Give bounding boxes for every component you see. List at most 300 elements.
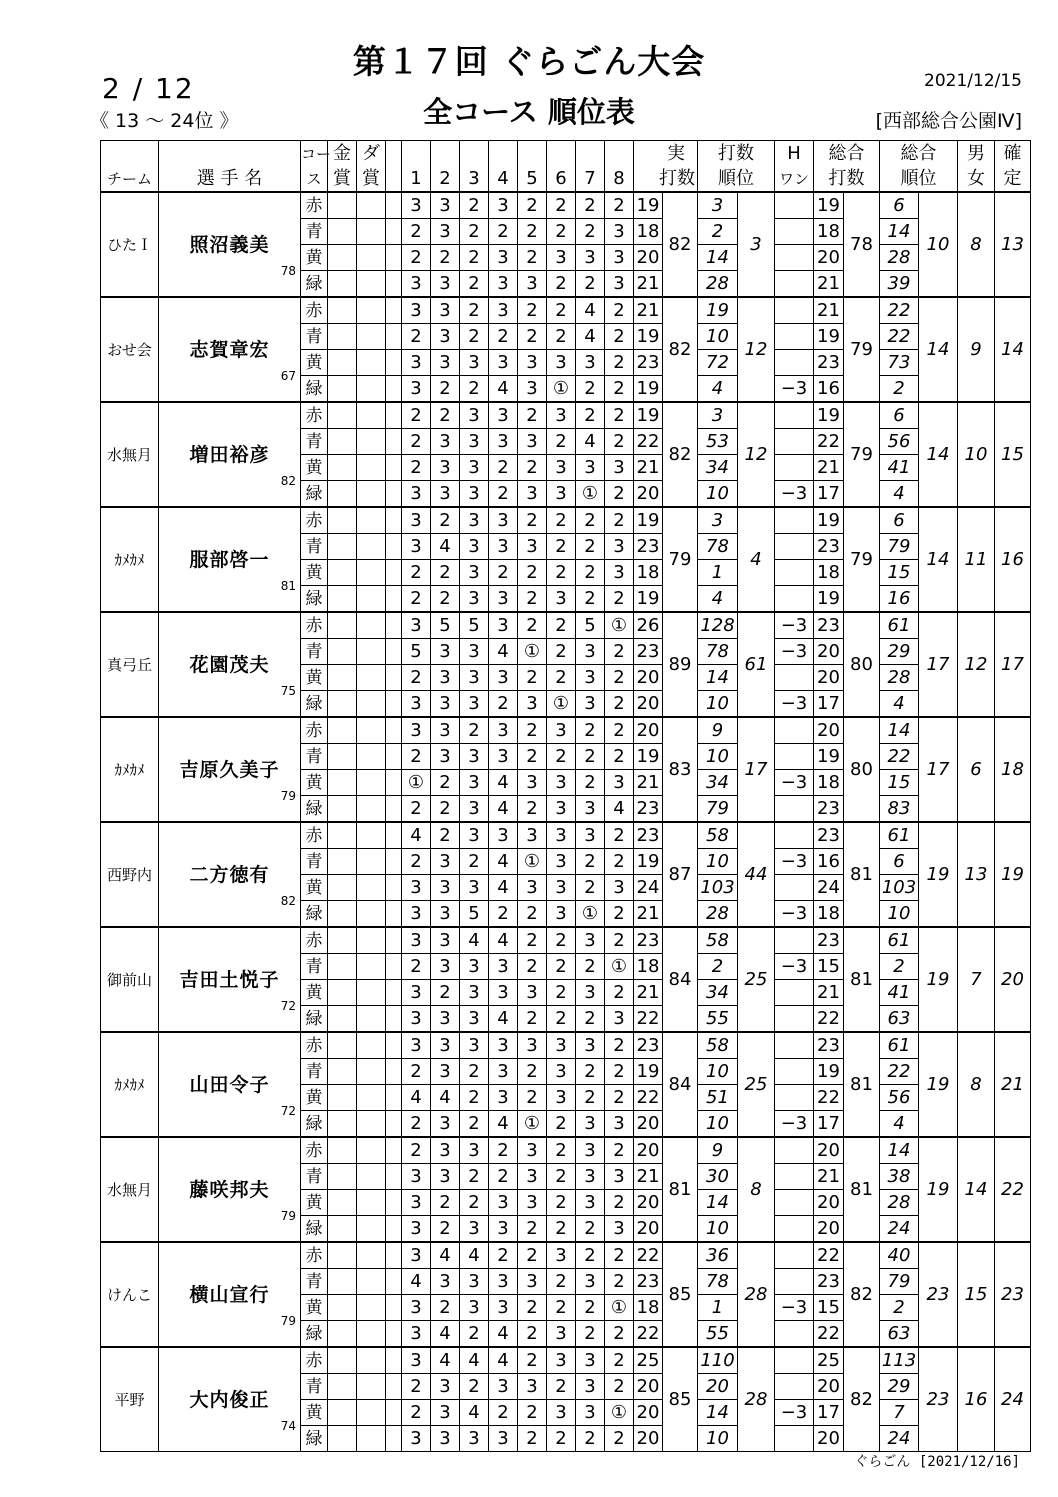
- hole-value: 3: [584, 692, 596, 714]
- hole-value: 2: [584, 1296, 596, 1318]
- gold-prize: [328, 271, 357, 298]
- hole-value: 2: [410, 456, 422, 478]
- hole-score: [576, 1295, 605, 1321]
- hole-score: [518, 534, 547, 560]
- hole-value: 3: [410, 1296, 422, 1318]
- hole-value: 3: [468, 456, 480, 478]
- hole-value: 2: [410, 955, 422, 977]
- team-name: 水無月: [101, 402, 159, 507]
- hole-in-one-bonus: [775, 927, 814, 954]
- course-score: 23: [634, 796, 663, 823]
- final-rank: 18: [995, 717, 1031, 822]
- course-name: 緑: [301, 481, 328, 508]
- hole-score: [518, 1400, 547, 1426]
- course-rank: 10: [698, 849, 738, 875]
- hole-score: [547, 586, 576, 613]
- course-total-rank: 29: [880, 1374, 919, 1400]
- hole-value: 5: [584, 614, 596, 636]
- course-name: 赤: [301, 1032, 328, 1059]
- hole-value: 2: [555, 1112, 567, 1134]
- hole-score: [489, 1216, 518, 1243]
- hole-value: 3: [555, 1322, 567, 1344]
- hole-value: 2: [439, 1191, 451, 1213]
- hole-value: 2: [584, 587, 596, 609]
- gold-prize: [328, 1400, 357, 1426]
- course-rank: 128: [698, 612, 738, 639]
- course-rank: 10: [698, 1111, 738, 1138]
- course-total: 19: [814, 192, 844, 219]
- da-prize: [357, 586, 386, 613]
- spacer-cell: [386, 1164, 402, 1190]
- hole-score: [576, 612, 605, 639]
- hole-score: [605, 822, 634, 849]
- hole-score: [431, 822, 460, 849]
- hole-score: [460, 534, 489, 560]
- course-rank: 1: [698, 1295, 738, 1321]
- da-prize: [357, 245, 386, 271]
- hole-score: [460, 639, 489, 665]
- hole-score: [489, 1190, 518, 1216]
- gold-prize: [328, 1242, 357, 1269]
- course-name: 緑: [301, 1426, 328, 1452]
- hole-value: 2: [555, 509, 567, 531]
- actual-strokes: 79: [663, 507, 698, 612]
- hole-in-one-bonus: [775, 1164, 814, 1190]
- hole-score: [402, 1137, 431, 1164]
- course-total: 23: [814, 534, 844, 560]
- hole-value: 2: [439, 797, 451, 819]
- hole-score: [460, 1347, 489, 1374]
- gold-prize: [328, 1295, 357, 1321]
- hole-score: [547, 481, 576, 508]
- hole-score: [605, 376, 634, 403]
- hole-score: [605, 350, 634, 376]
- spacer-cell: [386, 849, 402, 875]
- course-total-rank: 56: [880, 429, 919, 455]
- hole-value: 2: [468, 719, 480, 741]
- course-name: 青: [301, 954, 328, 980]
- hole-value: 3: [526, 824, 538, 846]
- hole-in-one-bonus: [775, 560, 814, 586]
- hole-value: 2: [555, 745, 567, 767]
- hole-value: 3: [410, 1217, 422, 1239]
- hole-score: [576, 271, 605, 298]
- course-rank: 58: [698, 927, 738, 954]
- hole-score: [576, 665, 605, 691]
- player-name-cell: [159, 717, 301, 822]
- gold-prize: [328, 245, 357, 271]
- hole-score: [547, 1216, 576, 1243]
- course-score: 20: [634, 1190, 663, 1216]
- hole-value: 2: [468, 1165, 480, 1187]
- hole-score: [402, 1216, 431, 1243]
- hole-value: 4: [439, 1086, 451, 1108]
- hole-value: 2: [613, 1244, 625, 1266]
- hole-value: 2: [555, 194, 567, 216]
- hole-score: [518, 481, 547, 508]
- hole-value: 2: [410, 666, 422, 688]
- final-rank: 22: [995, 1137, 1031, 1242]
- hole-score: [489, 1242, 518, 1269]
- course-total-rank: 22: [880, 1059, 919, 1085]
- hole-score: [605, 1295, 634, 1321]
- hole-score: [518, 1269, 547, 1295]
- hole-value: 2: [526, 456, 538, 478]
- da-prize: [357, 350, 386, 376]
- hole-score: [489, 219, 518, 245]
- hole-score: [402, 796, 431, 823]
- course-total: 25: [814, 1347, 844, 1374]
- hole-score: [605, 1006, 634, 1033]
- gender-rank: 6: [958, 717, 995, 822]
- hole-score: [547, 954, 576, 980]
- actual-strokes: 85: [663, 1242, 698, 1347]
- hole-value: 2: [526, 220, 538, 242]
- player-handicap: 75: [280, 684, 296, 698]
- da-prize: [357, 1006, 386, 1033]
- gold-prize: [328, 1216, 357, 1243]
- da-prize: [357, 1400, 386, 1426]
- hole-score: [605, 744, 634, 770]
- hole-score: [605, 1164, 634, 1190]
- hole-value: 2: [410, 587, 422, 609]
- course-rank: 53: [698, 429, 738, 455]
- spacer-cell: [386, 744, 402, 770]
- course-rank: 19: [698, 297, 738, 324]
- hole-score: [605, 1269, 634, 1295]
- player-handicap: 67: [280, 369, 296, 383]
- course-total-rank: 79: [880, 1269, 919, 1295]
- player-name-cell: [159, 927, 301, 1032]
- gender-rank: 14: [958, 1137, 995, 1242]
- hole-value: 2: [497, 456, 509, 478]
- course-name: 緑: [301, 271, 328, 298]
- hole-score: [460, 1164, 489, 1190]
- hole-score: [605, 219, 634, 245]
- hole-score: [518, 639, 547, 665]
- course-total-rank: 113: [880, 1347, 919, 1374]
- final-rank: 17: [995, 612, 1031, 717]
- hole-value: 3: [584, 1349, 596, 1371]
- hole-value: 2: [468, 1375, 480, 1397]
- hole-value: 2: [613, 692, 625, 714]
- hole-value: 3: [468, 771, 480, 793]
- spacer-cell: [386, 770, 402, 796]
- hole-score: [460, 1374, 489, 1400]
- hole-value: 3: [468, 797, 480, 819]
- course-total: 20: [814, 1216, 844, 1243]
- hole-score: [460, 1190, 489, 1216]
- hole-value: 2: [410, 561, 422, 583]
- hole-value: 4: [497, 797, 509, 819]
- hole-value: 2: [613, 377, 625, 399]
- hole-value: 4: [497, 876, 509, 898]
- hole-value: 3: [584, 981, 596, 1003]
- da-prize: [357, 665, 386, 691]
- hole-value: 2: [526, 194, 538, 216]
- actual-strokes: 82: [663, 192, 698, 297]
- hole-score: [576, 1137, 605, 1164]
- player-name: 大内俊正: [189, 1388, 270, 1411]
- course-rank: 4: [698, 586, 738, 613]
- hole-value: 3: [497, 955, 509, 977]
- hole-value: 3: [613, 272, 625, 294]
- course-score: 21: [634, 770, 663, 796]
- hole-value: 3: [439, 1034, 451, 1056]
- hole-score: [431, 639, 460, 665]
- hole-score: [431, 1374, 460, 1400]
- hole-in-one-mark: ①: [581, 902, 599, 924]
- hole-value: 2: [584, 404, 596, 426]
- course-total: 23: [814, 350, 844, 376]
- da-prize: [357, 796, 386, 823]
- player-name-cell: [159, 1137, 301, 1242]
- hole-value: 3: [584, 797, 596, 819]
- hole-value: 2: [497, 902, 509, 924]
- hole-value: 2: [497, 1244, 509, 1266]
- hole-score: [547, 297, 576, 324]
- col-hio-top: H: [775, 141, 814, 167]
- hole-value: 3: [584, 1191, 596, 1213]
- hole-value: 2: [439, 377, 451, 399]
- gender-rank: 10: [958, 402, 995, 507]
- total-strokes: 81: [844, 927, 880, 1032]
- hole-score: [547, 980, 576, 1006]
- course-rank: 20: [698, 1374, 738, 1400]
- hole-value: 3: [468, 1296, 480, 1318]
- hole-score: [547, 1242, 576, 1269]
- hole-score: [576, 586, 605, 613]
- gold-prize: [328, 901, 357, 928]
- course-score: 21: [634, 271, 663, 298]
- hole-score: [547, 612, 576, 639]
- hole-score: [518, 507, 547, 534]
- hole-score: [605, 1137, 634, 1164]
- course-rank: 58: [698, 822, 738, 849]
- col-hole: 7: [576, 141, 605, 193]
- total-rank: 19: [919, 927, 958, 1032]
- hole-value: 2: [497, 1165, 509, 1187]
- hole-value: 3: [410, 1034, 422, 1056]
- da-prize: [357, 219, 386, 245]
- hole-value: 3: [497, 1270, 509, 1292]
- hole-value: 3: [468, 1034, 480, 1056]
- player-handicap: 79: [280, 1209, 296, 1223]
- hole-value: 3: [439, 1165, 451, 1187]
- course-total-rank: 28: [880, 245, 919, 271]
- hole-value: 3: [468, 1139, 480, 1161]
- player-name: 志賀章宏: [189, 338, 270, 361]
- hole-value: 3: [410, 351, 422, 373]
- hole-score: [547, 1347, 576, 1374]
- hole-score: [576, 770, 605, 796]
- spacer-cell: [386, 717, 402, 744]
- course-total-rank: 22: [880, 297, 919, 324]
- hole-score: [547, 402, 576, 429]
- hole-value: 3: [497, 1086, 509, 1108]
- spacer-cell: [386, 1242, 402, 1269]
- hole-in-one-mark: ①: [610, 1401, 628, 1423]
- hole-score: [431, 429, 460, 455]
- hole-value: 3: [555, 1060, 567, 1082]
- hole-value: 2: [468, 220, 480, 242]
- hole-value: 2: [439, 246, 451, 268]
- hole-value: 2: [613, 194, 625, 216]
- strokes-rank: 44: [738, 822, 775, 927]
- hole-score: [489, 1164, 518, 1190]
- gold-prize: [328, 665, 357, 691]
- hole-score: [518, 1426, 547, 1452]
- gender-rank: 7: [958, 927, 995, 1032]
- spacer-cell: [386, 219, 402, 245]
- hole-score: [489, 770, 518, 796]
- hole-score: [518, 219, 547, 245]
- hole-value: 3: [410, 614, 422, 636]
- course-name: 赤: [301, 402, 328, 429]
- hole-value: 3: [468, 351, 480, 373]
- gold-prize: [328, 219, 357, 245]
- gold-prize: [328, 507, 357, 534]
- hole-value: 2: [468, 1322, 480, 1344]
- hole-score: [402, 770, 431, 796]
- hole-value: 3: [526, 771, 538, 793]
- hole-value: 2: [555, 1191, 567, 1213]
- hole-in-one-bonus: −3: [775, 639, 814, 665]
- hole-score: [402, 1269, 431, 1295]
- course-score: 20: [634, 1374, 663, 1400]
- hole-score: [547, 245, 576, 271]
- course-total-rank: 15: [880, 560, 919, 586]
- hole-value: 3: [439, 955, 451, 977]
- hole-score: [431, 1426, 460, 1452]
- course-total: 21: [814, 980, 844, 1006]
- hole-score: [460, 1242, 489, 1269]
- course-name: 赤: [301, 297, 328, 324]
- player-name: 吉田土悦子: [179, 968, 280, 991]
- course-score: 20: [634, 1400, 663, 1426]
- hole-score: [518, 796, 547, 823]
- hole-value: 3: [468, 404, 480, 426]
- course-name: 赤: [301, 1242, 328, 1269]
- hole-score: [576, 980, 605, 1006]
- hole-score: [576, 297, 605, 324]
- course-rank: 34: [698, 455, 738, 481]
- course-total-rank: 22: [880, 324, 919, 350]
- hole-score: [605, 402, 634, 429]
- course-total-rank: 6: [880, 849, 919, 875]
- hole-value: 3: [613, 771, 625, 793]
- total-strokes: 79: [844, 297, 880, 402]
- hole-score: [576, 927, 605, 954]
- hole-score: [605, 927, 634, 954]
- hole-score: [489, 1426, 518, 1452]
- hole-value: 3: [555, 1244, 567, 1266]
- course-score: 20: [634, 717, 663, 744]
- hole-score: [547, 1269, 576, 1295]
- course-total-rank: 61: [880, 822, 919, 849]
- course-total: 19: [814, 402, 844, 429]
- gold-prize: [328, 297, 357, 324]
- hole-score: [460, 219, 489, 245]
- hole-value: 2: [584, 1060, 596, 1082]
- da-prize: [357, 954, 386, 980]
- course-total: 20: [814, 717, 844, 744]
- spacer-cell: [386, 507, 402, 534]
- hole-score: [576, 744, 605, 770]
- hole-score: [576, 1426, 605, 1452]
- hole-value: 2: [526, 325, 538, 347]
- hole-score: [460, 1006, 489, 1033]
- hole-value: 2: [613, 902, 625, 924]
- hole-value: 2: [468, 1191, 480, 1213]
- hole-score: [460, 1400, 489, 1426]
- course-total-rank: 14: [880, 717, 919, 744]
- hole-score: [489, 271, 518, 298]
- course-rank: 28: [698, 271, 738, 298]
- spacer-cell: [386, 901, 402, 928]
- hole-score: [605, 1426, 634, 1452]
- hole-score: [460, 1137, 489, 1164]
- da-prize: [357, 849, 386, 875]
- player-name: 照沼義美: [189, 233, 270, 256]
- hole-value: 2: [613, 666, 625, 688]
- spacer-cell: [386, 980, 402, 1006]
- hole-value: 4: [584, 299, 596, 321]
- course-score: 22: [634, 1242, 663, 1269]
- hole-value: 2: [439, 561, 451, 583]
- hole-score: [460, 507, 489, 534]
- hole-score: [518, 980, 547, 1006]
- col-strokes-rank-bottom: 順位: [698, 166, 775, 192]
- da-prize: [357, 1111, 386, 1138]
- da-prize: [357, 901, 386, 928]
- strokes-rank: 12: [738, 297, 775, 402]
- hole-value: 3: [584, 1165, 596, 1187]
- hole-value: 3: [526, 272, 538, 294]
- course-name: 赤: [301, 717, 328, 744]
- course-total: 20: [814, 1426, 844, 1452]
- hole-score: [547, 219, 576, 245]
- hole-score: [402, 954, 431, 980]
- hole-value: 3: [410, 902, 422, 924]
- hole-value: 2: [526, 1401, 538, 1423]
- hole-value: 2: [555, 1007, 567, 1029]
- hole-value: 3: [497, 1060, 509, 1082]
- hole-value: 2: [613, 1375, 625, 1397]
- hole-in-one-bonus: [775, 586, 814, 613]
- gold-prize: [328, 796, 357, 823]
- course-name: 青: [301, 324, 328, 350]
- hole-score: [460, 429, 489, 455]
- course-rank: 3: [698, 402, 738, 429]
- hole-value: 3: [555, 902, 567, 924]
- hole-value: 2: [468, 377, 480, 399]
- hole-in-one-bonus: −3: [775, 376, 814, 403]
- col-hole: 2: [431, 141, 460, 193]
- course-total-rank: 14: [880, 219, 919, 245]
- hole-value: 3: [468, 1007, 480, 1029]
- hole-value: 2: [584, 1086, 596, 1108]
- hole-score: [547, 770, 576, 796]
- team-name: 真弓丘: [101, 612, 159, 717]
- hole-score: [402, 691, 431, 718]
- course-name: 青: [301, 1164, 328, 1190]
- hole-score: [576, 1006, 605, 1033]
- course-total: 22: [814, 1006, 844, 1033]
- hole-score: [605, 560, 634, 586]
- gold-prize: [328, 192, 357, 219]
- hole-score: [518, 1059, 547, 1085]
